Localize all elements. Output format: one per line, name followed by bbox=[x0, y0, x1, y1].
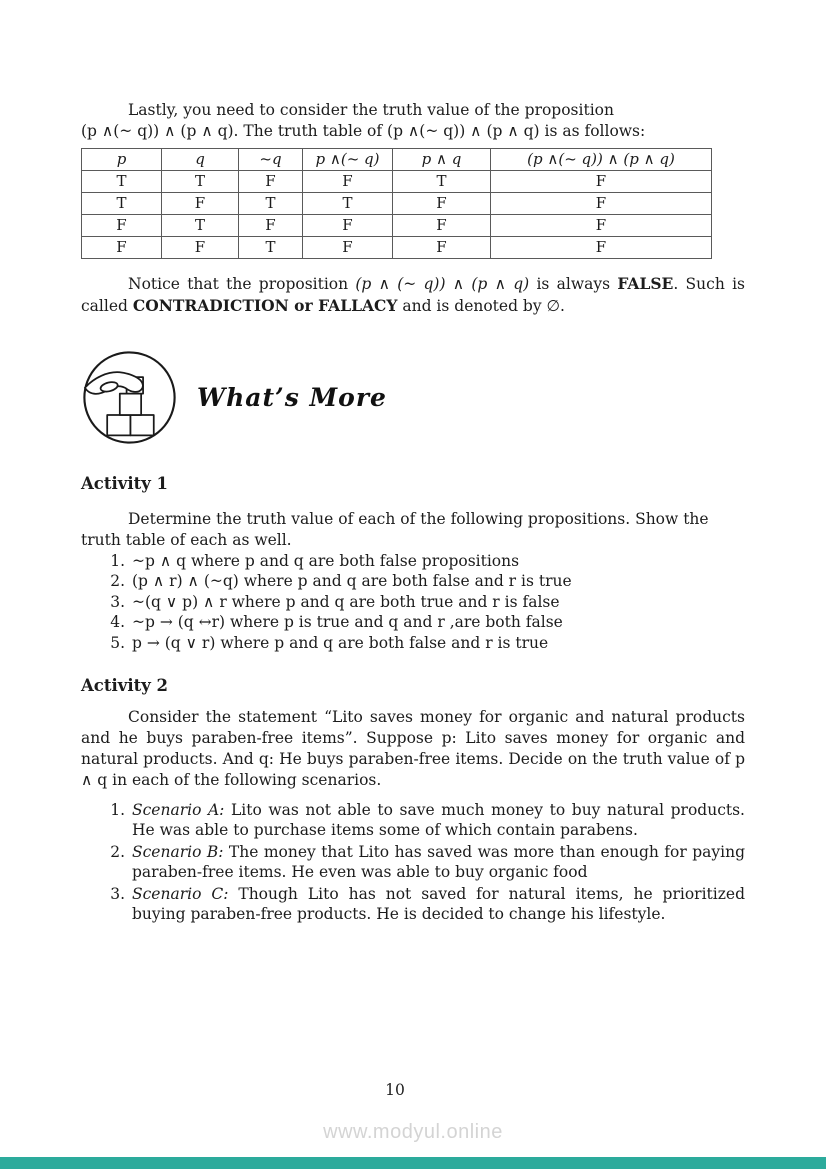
contradiction-paragraph bbox=[81, 273, 745, 317]
table-cell: T bbox=[162, 171, 239, 193]
table-row bbox=[82, 171, 712, 193]
column-header: ~q bbox=[239, 149, 303, 171]
column-header: p ∧ q bbox=[393, 149, 491, 171]
list-item: 1. ~p ∧ q where p and q are both false propositions bbox=[130, 551, 745, 571]
column-header: p bbox=[82, 149, 162, 171]
list-item: 3. ~(q ∨ p) ∧ r where p and q are both true and r is false bbox=[130, 592, 745, 612]
text-segment: is always bbox=[529, 275, 618, 293]
table-row bbox=[82, 215, 712, 237]
watermark: www.modyul.online bbox=[323, 1121, 503, 1143]
intro-paragraph bbox=[81, 100, 745, 142]
page-number: 10 bbox=[385, 1081, 405, 1099]
table-cell: T bbox=[162, 215, 239, 237]
table-cell: F bbox=[491, 237, 712, 259]
table-cell: T bbox=[303, 193, 393, 215]
table-cell: F bbox=[393, 215, 491, 237]
table-row bbox=[82, 237, 712, 259]
page-content bbox=[81, 0, 745, 925]
text-segment: and is denoted by ∅. bbox=[397, 297, 565, 315]
table-cell: F bbox=[303, 171, 393, 193]
table-cell: F bbox=[162, 193, 239, 215]
text-segment: Notice that the proposition bbox=[128, 275, 356, 293]
table-cell: F bbox=[303, 215, 393, 237]
list-item: 4. ~p → (q ↔r) where p is true and q and r ,are both false bbox=[130, 612, 745, 632]
table-header-row bbox=[82, 149, 712, 171]
intro-line-1: Lastly, you need to consider the truth value of the proposition bbox=[128, 101, 614, 119]
activity-1-instructions: Determine the truth value of each of the following propositions. Show the truth table of each as well. bbox=[81, 510, 709, 549]
whats-more-section bbox=[81, 349, 745, 446]
footer-accent-bar bbox=[0, 1157, 826, 1169]
scenario-text: Though Lito has not saved for natural items, he prioritized buying paraben-free products. He is decided to change his lifestyle. bbox=[132, 884, 745, 924]
table-cell: F bbox=[491, 171, 712, 193]
column-header: (p ∧(~ q)) ∧ (p ∧ q) bbox=[491, 149, 712, 171]
list-item bbox=[130, 800, 745, 841]
truth-table-header bbox=[82, 149, 712, 171]
scenario-label: Scenario A: bbox=[132, 801, 225, 820]
table-cell: F bbox=[393, 237, 491, 259]
text-segment: . Such is called bbox=[81, 275, 745, 315]
list-item bbox=[130, 884, 745, 925]
scenario-label: Scenario B: bbox=[132, 842, 224, 861]
scenario-label: Scenario C: bbox=[132, 884, 229, 903]
list-item bbox=[130, 842, 745, 883]
section-title-whats-more: What’s More bbox=[197, 383, 387, 412]
table-cell: F bbox=[82, 237, 162, 259]
table-cell: F bbox=[491, 193, 712, 215]
column-header: p ∧(~ q) bbox=[303, 149, 393, 171]
table-cell: T bbox=[82, 193, 162, 215]
table-cell: F bbox=[82, 215, 162, 237]
table-cell: F bbox=[393, 193, 491, 215]
scenario-text: Lito was not able to save much money to buy natural products. He was able to purchase items some of which contain parabens. bbox=[132, 801, 745, 840]
text-segment: FALSE bbox=[617, 274, 674, 293]
table-cell: T bbox=[393, 171, 491, 193]
activity-2-instructions: Consider the statement “Lito saves money for organic and natural products and he buys paraben-free items”. Suppose p: Lito saves money for organic and natural products. And q: He buys paraben-free items. Decide on the truth value of p ∧ q in each of the following scenarios. bbox=[81, 708, 745, 790]
activity-2-heading: Activity 2 bbox=[81, 676, 169, 696]
table-cell: F bbox=[239, 215, 303, 237]
table-cell: T bbox=[239, 237, 303, 259]
activity-1-list bbox=[81, 551, 745, 653]
truth-table bbox=[81, 148, 712, 259]
text-segment: CONTRADICTION or FALLACY bbox=[132, 296, 398, 315]
table-cell: F bbox=[491, 215, 712, 237]
table-cell: T bbox=[82, 171, 162, 193]
scenario-text: The money that Lito has saved was more than enough for paying paraben-free items. He even was able to buy organic food bbox=[132, 842, 746, 882]
text-segment: (p ∧ (~ q)) ∧ (p ∧ q) bbox=[355, 275, 530, 293]
activity-2-list bbox=[81, 800, 745, 924]
activity-1-heading: Activity 1 bbox=[81, 474, 169, 493]
table-cell: T bbox=[239, 193, 303, 215]
list-item: 5. p → (q ∨ r) where p and q are both false and r is true bbox=[130, 633, 745, 653]
table-cell: F bbox=[162, 237, 239, 259]
column-header: q bbox=[162, 149, 239, 171]
table-cell: F bbox=[303, 237, 393, 259]
truth-table-body bbox=[82, 171, 712, 259]
intro-line-2: (p ∧(~ q)) ∧ (p ∧ q). The truth table of (p ∧(~ q)) ∧ (p ∧ q) is as follows: bbox=[81, 122, 646, 140]
table-row bbox=[82, 193, 712, 215]
list-item: 2. (p ∧ r) ∧ (~q) where p and q are both false and r is true bbox=[130, 571, 745, 591]
hand-stacking-blocks-icon bbox=[81, 349, 178, 446]
table-cell: F bbox=[239, 171, 303, 193]
